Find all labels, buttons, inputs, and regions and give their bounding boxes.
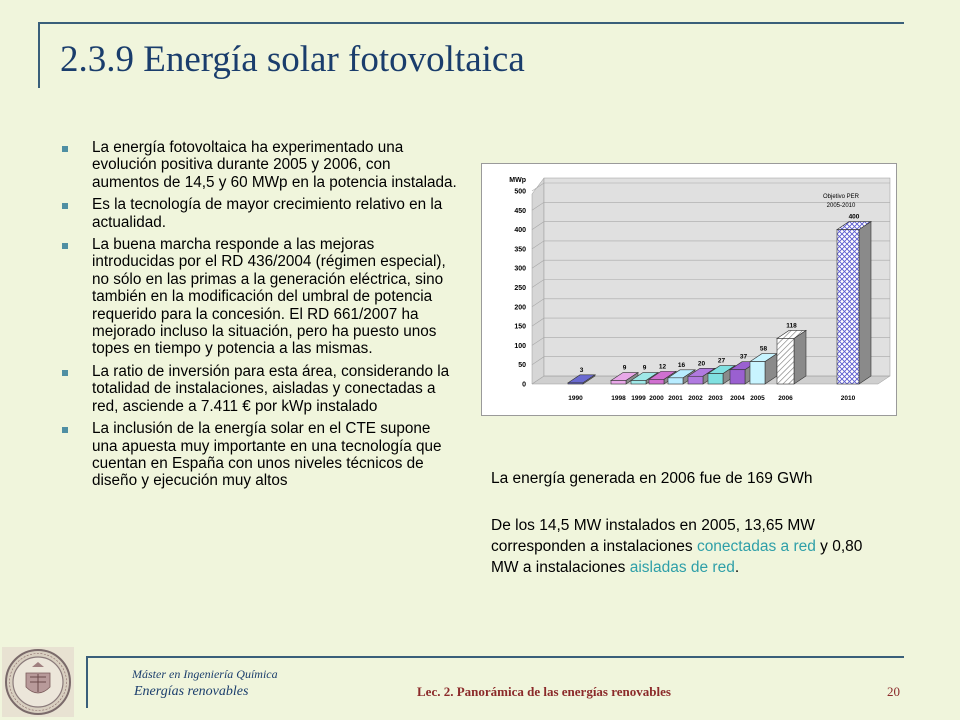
chart-x-tick-label: 1999: [631, 395, 646, 402]
chart-y-tick-label: 0: [522, 381, 526, 389]
installed-note-text: .: [734, 559, 740, 576]
chart-bar: [568, 383, 583, 384]
bullet-item: [62, 363, 457, 415]
installed-note-text: De los 14,5 MW instalados en 2005, 13,65 MW corresponden a instalaciones: [491, 517, 815, 555]
chart-data-label: 9: [622, 364, 627, 372]
footer-rule: [86, 656, 904, 658]
chart-data-label: 20: [697, 360, 706, 368]
bullet-square-icon: [62, 203, 68, 209]
bullet-text: La ratio de inversión para esta área, considerando la totalidad de instalaciones, aisladas y conectadas a red, asciende a 7.411 € por kWp instalado: [92, 362, 450, 415]
chart-y-tick-label: 150: [514, 323, 526, 331]
installed-note-text: y 0,80 MW a instalaciones: [491, 538, 863, 576]
chart-data-label: 12: [658, 363, 667, 371]
chart-data-label: 9: [642, 364, 647, 372]
bullet-item: [62, 196, 457, 231]
title-top-rule: [38, 22, 904, 24]
chart-bar: [649, 379, 664, 384]
chart-bar: [688, 376, 703, 384]
bullet-square-icon: [62, 146, 68, 152]
chart-x-axis: [568, 395, 855, 402]
chart-bar: [837, 230, 859, 384]
chart-data-label: 58: [759, 345, 768, 353]
chart-y-tick-label: 400: [514, 227, 526, 235]
chart-bar: [611, 381, 626, 384]
chart-y-axis: [514, 189, 526, 389]
chart-x-tick-label: 2000: [649, 395, 664, 402]
grid-connected-link[interactable]: conectadas a red: [696, 538, 816, 555]
off-grid-link[interactable]: aisladas de red: [629, 559, 735, 576]
chart-annotation-line2: 2005-2010: [826, 203, 856, 209]
slide-title: 2.3.9 Energía solar fotovoltaica: [60, 39, 525, 80]
footer-left-rule: [86, 656, 88, 708]
chart-data-label: 37: [739, 353, 748, 361]
footer-lecture: Lec. 2. Panorámica de las energías renovables: [417, 684, 671, 699]
bullet-square-icon: [62, 427, 68, 433]
chart-y-tick-label: 450: [514, 207, 526, 215]
chart-x-tick-label: 2006: [778, 395, 793, 402]
chart-x-tick-label: 2005: [750, 395, 765, 402]
university-seal-logo: [2, 647, 74, 717]
chart-y-tick-label: 250: [514, 285, 526, 292]
title-left-rule: [38, 22, 40, 88]
chart-data-label: 16: [677, 361, 686, 369]
pv-capacity-chart: [481, 163, 897, 416]
chart-annotation-line1: Objetivo PER: [822, 194, 860, 200]
bullet-item: [62, 236, 457, 358]
chart-y-tick-label: 500: [514, 188, 526, 196]
chart-y-tick-label: 350: [514, 246, 526, 254]
chart-y-tick-label: 50: [518, 362, 526, 370]
bullet-text: Es la tecnología de mayor crecimiento relativo en la actualidad.: [92, 196, 443, 231]
bullet-square-icon: [62, 370, 68, 376]
chart-x-tick-label: 2010: [840, 395, 856, 402]
chart-svg: [482, 164, 896, 415]
page-number: 20: [887, 684, 900, 699]
chart-y-tick-label: 200: [514, 304, 526, 312]
bullet-text: La inclusión de la energía solar en el CTE supone una apuesta muy importante en una tecnología que cuentan en España con unos niveles técnicos de diseño y ejecución muy altos: [92, 420, 442, 490]
chart-x-tick-label: 2003: [708, 395, 723, 402]
chart-bar-side: [794, 330, 806, 384]
installed-note: [491, 515, 891, 578]
bullet-square-icon: [62, 243, 68, 249]
chart-x-tick-label: 2001: [668, 395, 683, 402]
footer-course: Energías renovables: [134, 684, 249, 699]
chart-x-tick-label: 2004: [730, 395, 745, 402]
chart-y-tick-label: 100: [514, 342, 526, 350]
bullet-text: La buena marcha responde a las mejoras introducidas por el RD 436/2004 (régimen especial), no sólo en las primas a la generación eléctrica, sino también en la modificación del umbral de potencia requerido para la concesión. El RD 661/2007 ha mejorado incluso la situación, pero ha puesto unos topes en tiempo y potencia a las mismas.: [92, 236, 446, 358]
chart-x-tick-label: 2002: [688, 395, 703, 402]
footer-program: Máster en Ingeniería Química: [132, 667, 278, 681]
chart-bar: [668, 378, 683, 384]
chart-data-label: 400: [848, 213, 860, 221]
chart-bar-side: [859, 222, 871, 384]
chart-bar: [631, 381, 646, 384]
chart-bar: [750, 362, 765, 384]
chart-x-tick-label: 1990: [568, 395, 583, 402]
bullet-item: [62, 420, 457, 490]
generation-note: La energía generada en 2006 fue de 169 GWh: [491, 470, 813, 487]
chart-bar: [708, 374, 723, 384]
chart-bar: [777, 338, 794, 384]
bullet-list: [62, 139, 457, 495]
chart-data-label: 118: [786, 322, 797, 330]
chart-data-label: 3: [579, 366, 584, 374]
chart-bar: [730, 370, 745, 384]
chart-x-tick-label: 1998: [611, 395, 626, 402]
chart-y-unit-label: MWp: [509, 177, 526, 184]
bullet-item: [62, 139, 457, 191]
chart-data-label: 27: [717, 357, 726, 365]
chart-y-tick-label: 300: [514, 265, 526, 273]
bullet-text: La energía fotovoltaica ha experimentado una evolución positiva durante 2005 y 2006, con aumentos de 14,5 y 60 MWp en la potencia instalada.: [92, 139, 457, 191]
